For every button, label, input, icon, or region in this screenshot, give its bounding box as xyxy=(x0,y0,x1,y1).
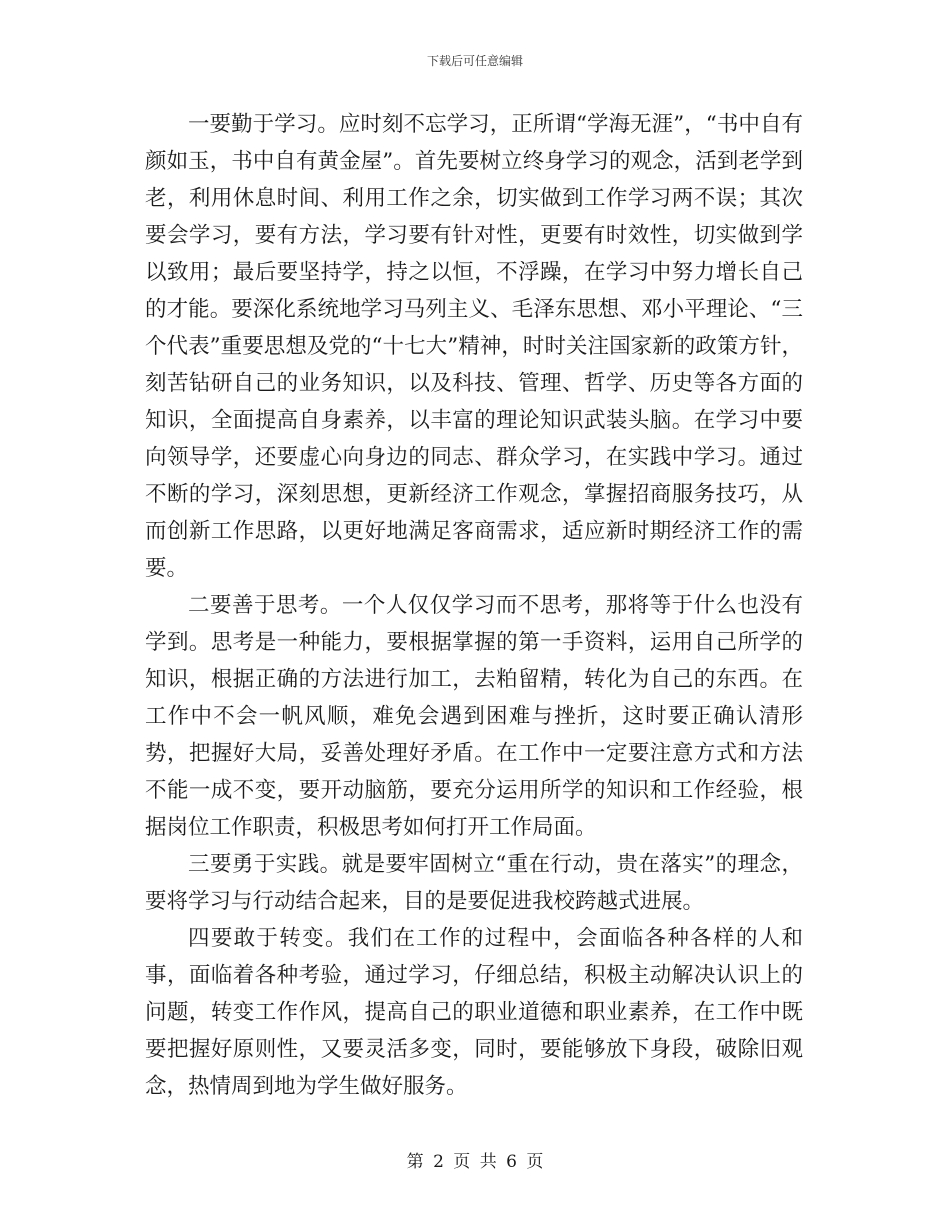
paragraph-study: 一要勤于学习。应时刻不忘学习，正所谓“学海无涯”，“书中自有颜如玉，书中自有黄金屋”。首先要树立终身学习的观念，活到老学到老，利用休息时间、利用工作之余，切实做到工作学习两不误；其次要会学习，要有方法，学习要有针对性，更要有时效性，切实做到学以致用；最后要坚持学，持之以恒，不浮躁，在学习中努力增长自己的才能。要深化系统地学习马列主义、毛泽东思想、邓小平理论、“三个代表”重要思想及党的“十七大”精神，时时关注国家新的政策方针，刻苦钻研自己的业务知识，以及科技、管理、哲学、历史等各方面的知识，全面提高自身素养，以丰富的理论知识武装头脑。在学习中要向领导学，还要虚心向身边的同志、群众学习，在实践中学习。通过不断的学习，深刻思想，更新经济工作观念，掌握招商服务技巧，从而创新工作思路，以更好地满足客商需求，适应新时期经济工作的需要。 xyxy=(145,112,803,581)
paragraph-change: 四要敢于转变。我们在工作的过程中，会面临各种各样的人和事，面临着各种考验，通过学习，仔细总结，积极主动解决认识上的问题，转变工作作风，提高自己的职业道德和职业素养，在工作中既要把握好原则性，又要灵活多变，同时，要能够放下身段，破除旧观念，热情周到地为学生做好服务。 xyxy=(145,926,803,1099)
paragraph-practice: 三要勇于实践。就是要牢固树立“重在行动，贵在落实”的理念，要将学习与行动结合起来，目的是要促进我校跨越式进展。 xyxy=(145,852,803,914)
document-body xyxy=(145,106,803,1105)
paragraph-think: 二要善于思考。一个人仅仅学习而不思考，那将等于什么也没有学到。思考是一种能力，要根据掌握的第一手资料，运用自己所学的知识，根据正确的方法进行加工，去粕留精，转化为自己的东西。在工作中不会一帆风顺，难免会遇到困难与挫折，这时要正确认清形势，把握好大局，妥善处理好矛盾。在工作中一定要注意方式和方法不能一成不变，要开动脑筋，要充分运用所学的知识和工作经验，根据岗位工作职责，积极思考如何打开工作局面。 xyxy=(145,593,803,840)
page-number: 第 2 页 共 6 页 xyxy=(406,1152,544,1172)
page-header: 下载后可任意编辑 xyxy=(426,54,523,68)
